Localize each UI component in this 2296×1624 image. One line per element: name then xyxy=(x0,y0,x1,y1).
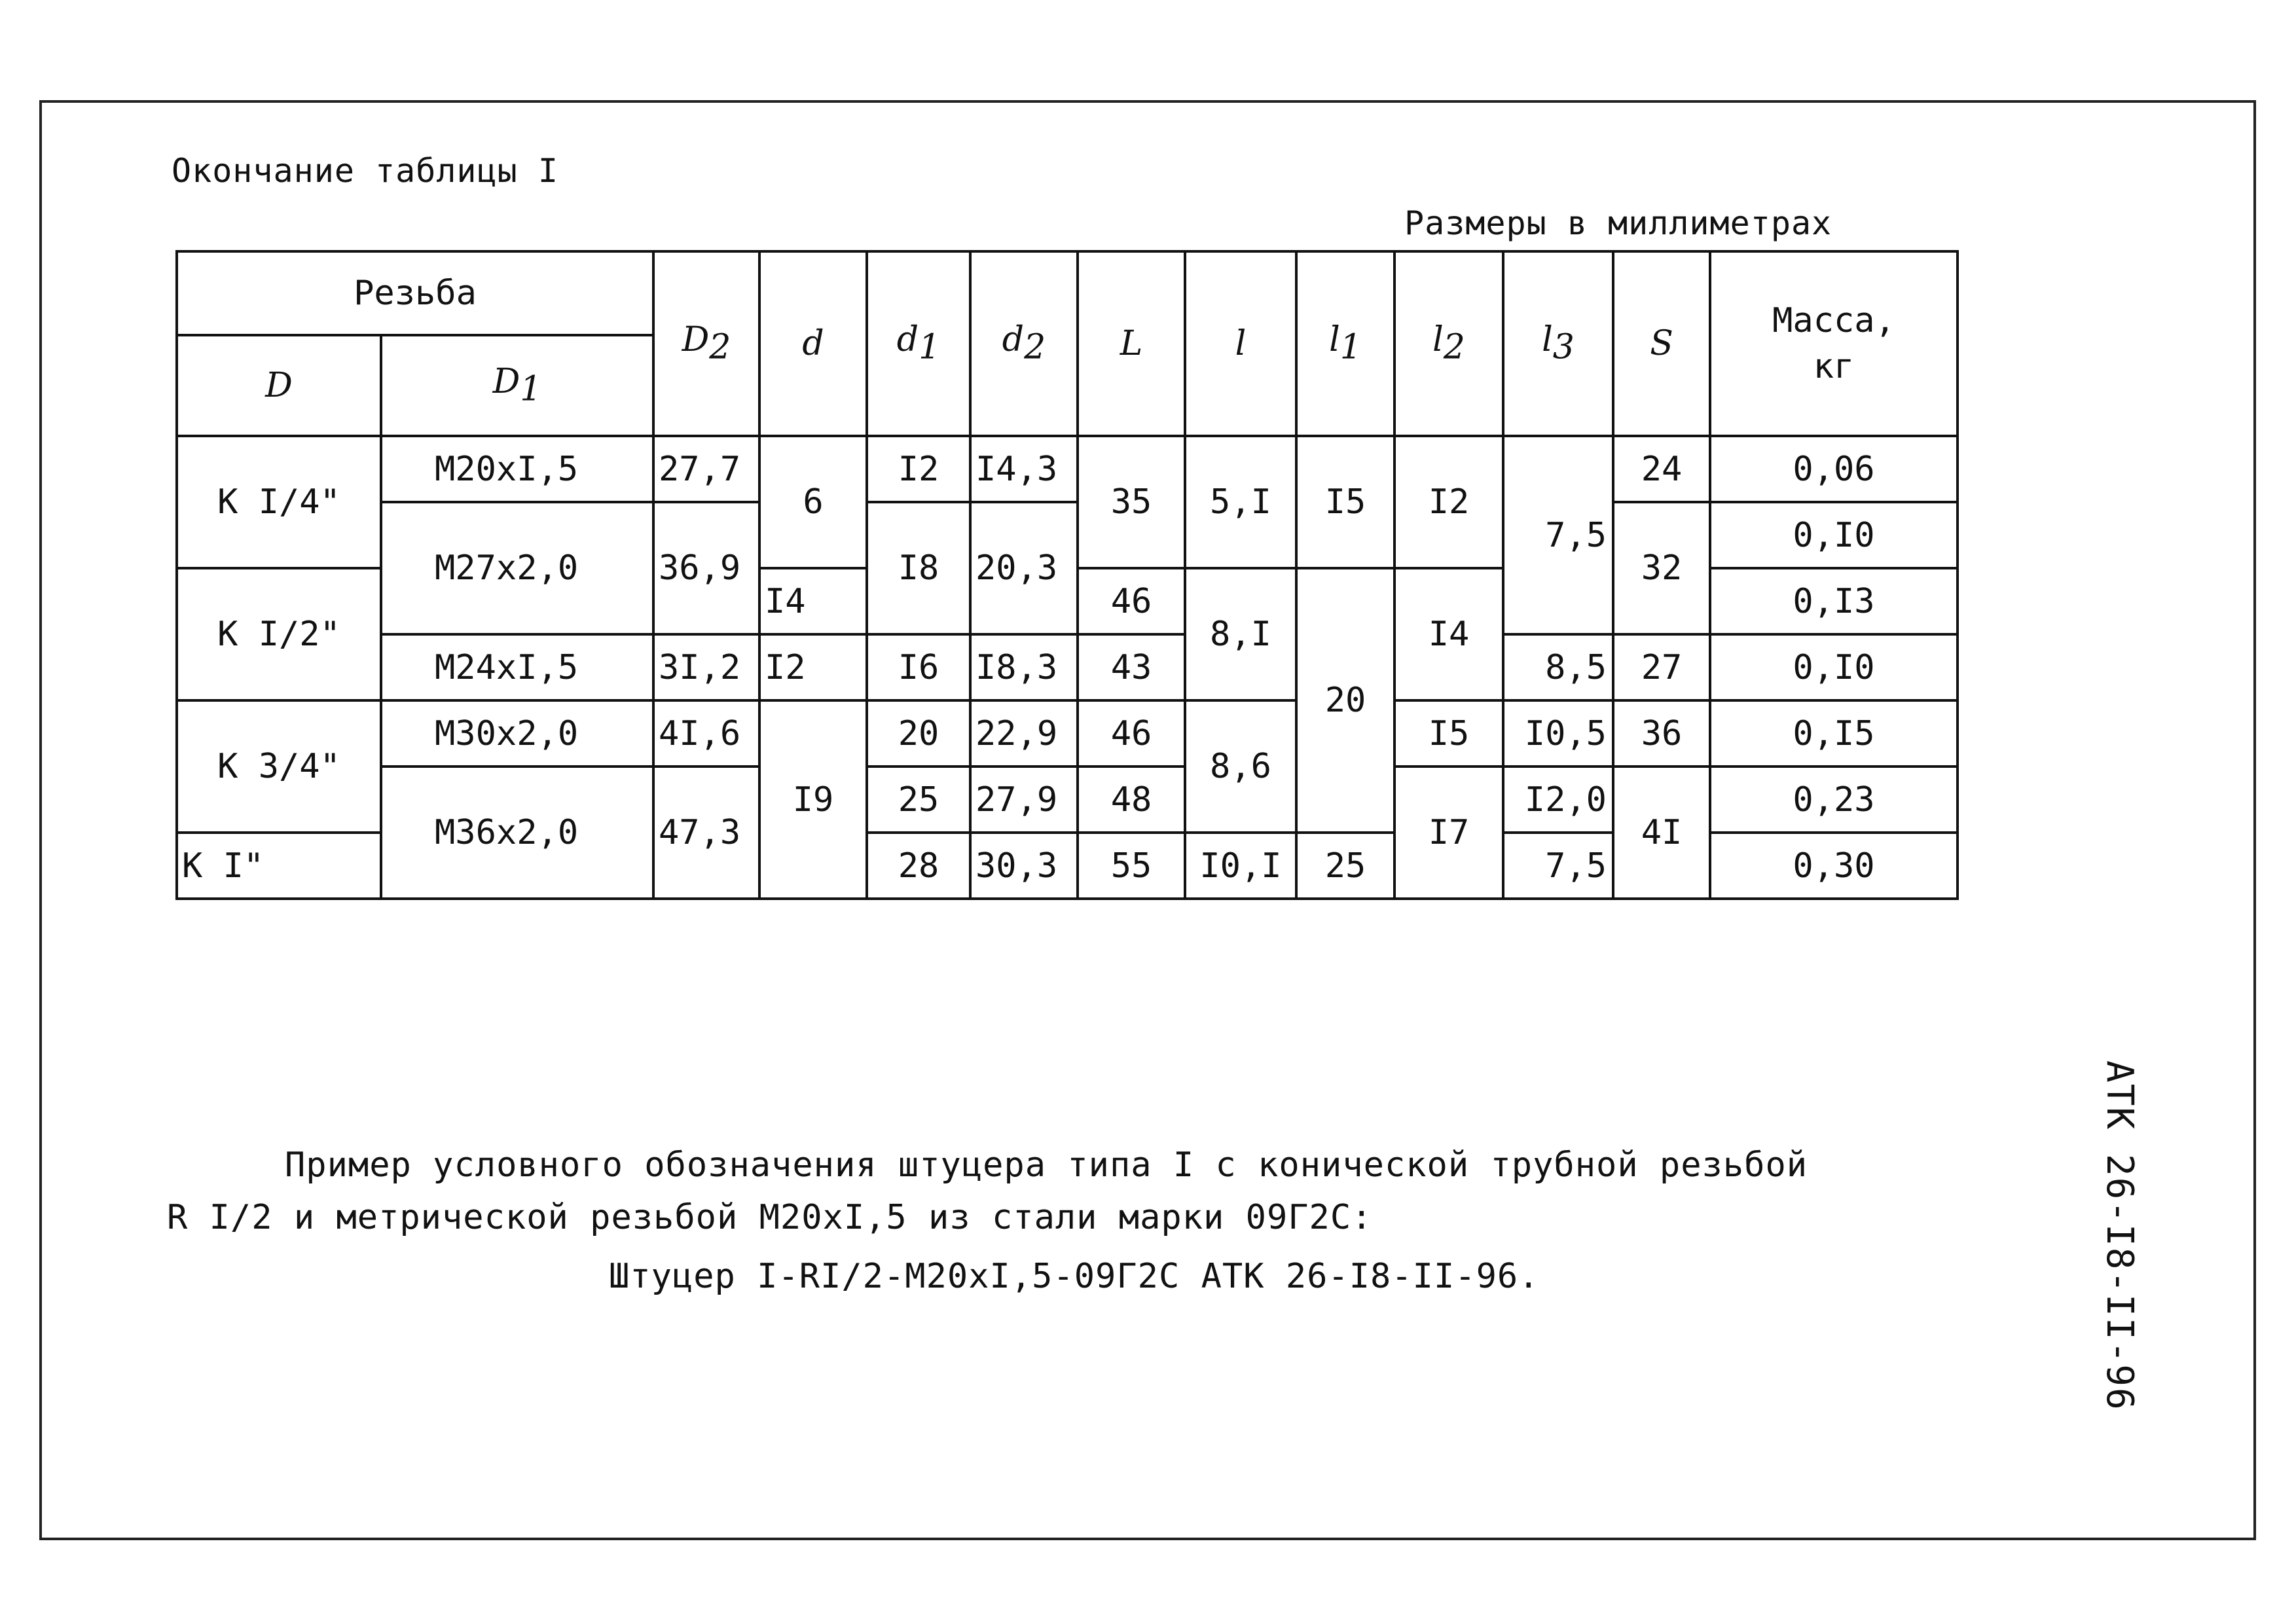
cell-S: 27 xyxy=(1613,634,1710,700)
cell-D2: 27,7 xyxy=(653,436,759,502)
header-l1: $l_1$ xyxy=(1296,251,1394,436)
table-row xyxy=(177,436,1958,502)
table-caption: Окончание таблицы I xyxy=(172,152,558,190)
cell-D2: 3I,2 xyxy=(653,634,759,700)
cell-l2: I2 xyxy=(1394,436,1503,568)
example-line-1: Пример условного обозначения штуцера типа I с конической трубной резьбой xyxy=(285,1146,1808,1185)
cell-d: 6 xyxy=(759,436,867,568)
cell-d2: 22,9 xyxy=(970,700,1078,767)
cell-S: 4I xyxy=(1613,767,1710,899)
cell-D: К I" xyxy=(177,833,381,899)
cell-l3: I2,0 xyxy=(1503,767,1613,833)
cell-mass: 0,I3 xyxy=(1710,568,1958,634)
cell-l: 5,I xyxy=(1185,436,1296,568)
cell-L: 48 xyxy=(1078,767,1185,833)
cell-S: 36 xyxy=(1613,700,1710,767)
table-row xyxy=(177,700,1958,767)
cell-L: 55 xyxy=(1078,833,1185,899)
cell-mass: 0,23 xyxy=(1710,767,1958,833)
cell-S: 32 xyxy=(1613,502,1710,634)
table-row xyxy=(177,767,1958,833)
cell-l: 8,I xyxy=(1185,568,1296,700)
table-row xyxy=(177,502,1958,568)
cell-d2: 27,9 xyxy=(970,767,1078,833)
cell-D1: M24xI,5 xyxy=(381,634,653,700)
cell-l3: 7,5 xyxy=(1503,833,1613,899)
cell-l2: I5 xyxy=(1394,700,1503,767)
cell-L: 46 xyxy=(1078,568,1185,634)
cell-d2: 20,3 xyxy=(970,502,1078,634)
dimensions-table xyxy=(175,250,1959,900)
cell-D2: 4I,6 xyxy=(653,700,759,767)
header-mass: Масса, кг xyxy=(1710,251,1958,436)
cell-d: I9 xyxy=(759,700,867,899)
cell-D: К I/2" xyxy=(177,568,381,700)
cell-d1: 28 xyxy=(867,833,970,899)
cell-mass: 0,I0 xyxy=(1710,502,1958,568)
cell-l1: I5 xyxy=(1296,436,1394,568)
cell-D1: M27x2,0 xyxy=(381,502,653,634)
designation-string: Штуцер I-RI/2-M20xI,5-09Г2С АТК 26-I8-II-96. xyxy=(609,1257,1540,1296)
example-line-2: R I/2 и метрической резьбой M20xI,5 из стали марки 09Г2С: xyxy=(167,1198,1373,1237)
header-l: l xyxy=(1185,251,1296,436)
header-S: S xyxy=(1613,251,1710,436)
cell-l2: I7 xyxy=(1394,767,1503,899)
cell-d1: I2 xyxy=(867,436,970,502)
header-l3: $l_3$ xyxy=(1503,251,1613,436)
cell-d2: I4,3 xyxy=(970,436,1078,502)
cell-l1: 25 xyxy=(1296,833,1394,899)
cell-l3: 7,5 xyxy=(1503,436,1613,634)
cell-D1: M30x2,0 xyxy=(381,700,653,767)
cell-L: 43 xyxy=(1078,634,1185,700)
header-d1: $d_1$ xyxy=(867,251,970,436)
header-row-1 xyxy=(177,251,1958,335)
cell-l2: I4 xyxy=(1394,568,1503,700)
cell-d2: I8,3 xyxy=(970,634,1078,700)
cell-d2: 30,3 xyxy=(970,833,1078,899)
cell-L: 35 xyxy=(1078,436,1185,568)
cell-D: К 3/4" xyxy=(177,700,381,833)
cell-l3: I0,5 xyxy=(1503,700,1613,767)
header-D1: $D_1$ xyxy=(381,335,653,436)
cell-l1: 20 xyxy=(1296,568,1394,833)
header-D: D xyxy=(177,335,381,436)
cell-S: 24 xyxy=(1613,436,1710,502)
cell-mass: 0,06 xyxy=(1710,436,1958,502)
cell-L: 46 xyxy=(1078,700,1185,767)
cell-d1: I8 xyxy=(867,502,970,634)
cell-D2: 47,3 xyxy=(653,767,759,899)
cell-mass: 0,I5 xyxy=(1710,700,1958,767)
header-l2: $l_2$ xyxy=(1394,251,1503,436)
header-d: d xyxy=(759,251,867,436)
cell-d: I2 xyxy=(759,634,867,700)
cell-l: 8,6 xyxy=(1185,700,1296,833)
cell-D2: 36,9 xyxy=(653,502,759,634)
document-code: АТК 26-I8-II-96 xyxy=(2098,1060,2141,1411)
header-L: L xyxy=(1078,251,1185,436)
cell-d: I4 xyxy=(759,568,867,634)
table-row xyxy=(177,634,1958,700)
header-D2: $D_2$ xyxy=(653,251,759,436)
cell-D1: M36x2,0 xyxy=(381,767,653,899)
header-thread: Резьба xyxy=(177,251,653,335)
cell-d1: 25 xyxy=(867,767,970,833)
cell-d1: I6 xyxy=(867,634,970,700)
cell-D1: M20xI,5 xyxy=(381,436,653,502)
cell-l3: 8,5 xyxy=(1503,634,1613,700)
cell-mass: 0,30 xyxy=(1710,833,1958,899)
cell-mass: 0,I0 xyxy=(1710,634,1958,700)
cell-D: К I/4" xyxy=(177,436,381,568)
designation-example xyxy=(167,1139,1808,1244)
header-d2: $d_2$ xyxy=(970,251,1078,436)
cell-l: I0,I xyxy=(1185,833,1296,899)
cell-d1: 20 xyxy=(867,700,970,767)
units-note: Размеры в миллиметрах xyxy=(1404,204,1832,242)
